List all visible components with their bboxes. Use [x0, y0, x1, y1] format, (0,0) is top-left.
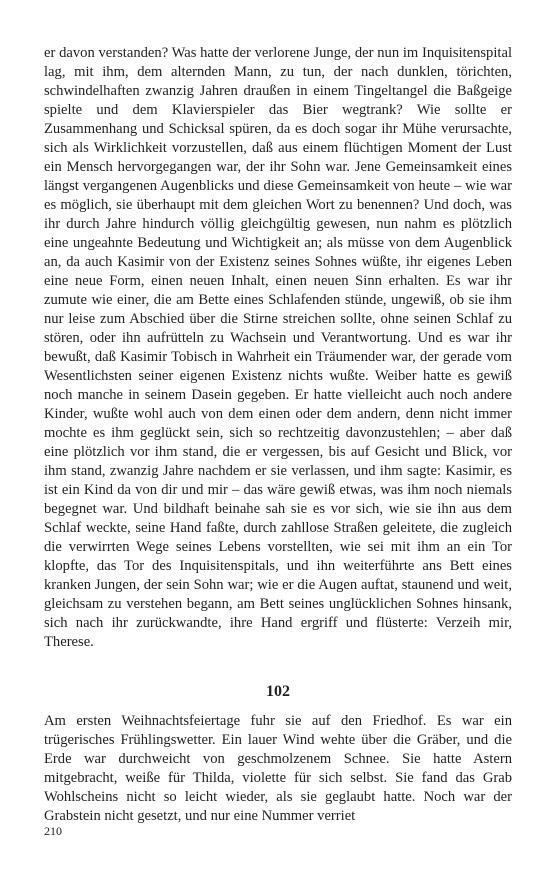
book-page	[44, 44, 512, 826]
body-paragraph: er davon verstanden? Was hatte der verlorene Junge, der nun im Inquisitenspital lag, mit ihm, dem alternden Mann, zu tun, der nach dunklen, törichten, schwindelhaften zwanzig Jahren draußen in einem Tingeltangel die Baßgeige spielte und dem Klavierspieler das Bier wegtrank? Wie sollte er Zusammenhang und Schicksal spüren, da es doch sogar ihr Mühe verursachte, sich als Wirklichkeit vorzustellen, daß aus einem flüchtigen Moment der Lust ein Mensch hervorgegangen war, der ihr Sohn war. Jene Gemeinsamkeit eines längst vergangenen Augenblicks und diese Gemeinsamkeit von heute – wie war es möglich, sie überhaupt mit dem gleichen Wort zu benennen? Und doch, was ihr durch Jahre hindurch völlig gleichgültig gewesen, nun nahm es plötzlich eine ungeahnte Bedeutung und Wichtigkeit an; als müsse von dem Augenblick an, da auch Kasimir von der Existenz seines Sohnes wüßte, ihr eigenes Leben eine neue Form, einen neuen Inhalt, einen neuen Sinn erhalten. Es war ihr zumute wie einer, die am Bette eines Schlafenden stünde, ungewiß, ob sie ihm nur leise zum Abschied über die Stirne streichen sollte, ohne seinen Schlaf zu stören, oder ihn aufrütteln zu Wachsein und Verantwortung. Und es war ihr bewußt, daß Kasimir Tobisch in Wahrheit ein Träumender war, der gerade vom Wesentlichsten seiner eigenen Existenz nichts wußte. Weiber hatte es gewiß noch manche in seinem Dasein gegeben. Er hatte vielleicht auch noch andere Kinder, wußte wohl auch von dem einen oder dem andern, denn nicht immer mochte es ihm geglückt sein, sich so rechtzeitig davonzustehlen; – aber daß eine plötzlich vor ihm stand, die er vergessen, bis auf Gesicht und Blick, vor ihm stand, zwanzig Jahre nachdem er sie verlassen, und ihm sagte: Kasimir, es ist ein Kind da von dir und mir – das wäre gewiß etwas, was ihm noch niemals begegnet war. Und bildhaft beinahe sah sie es vor sich, wie sie ihn aus dem Schlaf weckte, seine Hand faßte, durch zahllose Straßen geleitete, die zugleich die verwirrten Wege seines Lebens vorstellten, wie sei mit ihm an ein Tor klopfte, das Tor des Inquisitenspitals, und ihn weiterführte ans Bett eines kranken Jungen, der sein Sohn war; wie er die Augen auftat, staunend und weit, gleichsam zu verstehen begann, am Bett seines unglücklichen Sohnes hinsank, sich nach ihr zurückwandte, ihre Hand ergriff und flüsterte: Verzeih mir, Therese.	[44, 45, 512, 650]
body-paragraph: Am ersten Weihnachtsfeiertage fuhr sie auf den Friedhof. Es war ein trügerisches Frühlingswetter. Ein lauer Wind wehte über die Gräber, und die Erde war durchweicht von geschmolzenem Schnee. Sie hatte Astern mitgebracht, weiße für Thilda, violette für sich selbst. Sie fand das Grab Wohlscheins nicht so leicht wieder, als sie geglaubt hatte. Noch war der Grabstein nicht gesetzt, und nur eine Nummer verriet	[44, 713, 512, 824]
chapter-heading: 102	[266, 683, 290, 700]
page-number: 210	[44, 824, 62, 838]
